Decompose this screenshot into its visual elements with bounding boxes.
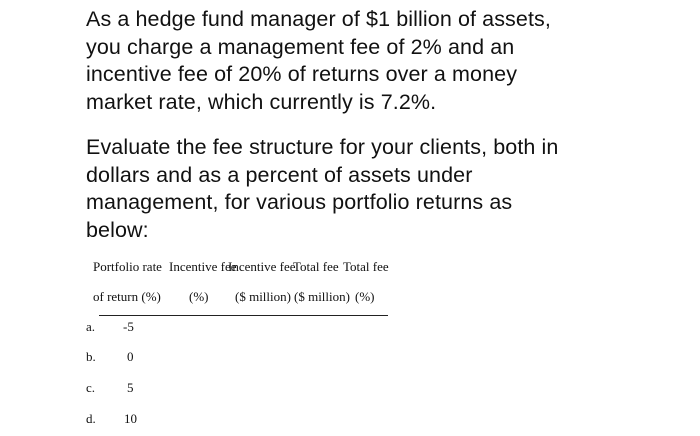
row-label-a: a. bbox=[86, 319, 96, 334]
row-return-a: -5 bbox=[123, 319, 134, 334]
header-portfolio-rate: Portfolio rate bbox=[93, 259, 162, 274]
row-return-d: 10 bbox=[124, 411, 137, 426]
header-total-fee-pct-unit: (%) bbox=[355, 289, 375, 304]
problem-paragraph-1 bbox=[86, 6, 686, 116]
paragraph-line: management, for various portfolio returns as bbox=[86, 190, 513, 214]
row-return-b: 0 bbox=[127, 349, 134, 364]
row-label-d: d. bbox=[86, 411, 96, 426]
header-incentive-fee-usd: Incentive fee bbox=[228, 259, 296, 274]
paragraph-line: dollars and as a percent of assets under bbox=[86, 162, 473, 187]
header-total-fee-pct: Total fee bbox=[343, 259, 389, 274]
paragraph-line: incentive fee of 20% of returns over a money bbox=[86, 62, 518, 86]
header-total-fee-usd: Total fee bbox=[293, 259, 339, 274]
paragraph-line: you charge a management fee of 2% and an bbox=[86, 34, 515, 59]
header-portfolio-rate-unit: of return (%) bbox=[93, 289, 161, 304]
header-total-fee-usd-unit: ($ million) bbox=[294, 289, 350, 304]
paragraph-line: below: bbox=[86, 217, 149, 242]
header-divider bbox=[99, 315, 388, 316]
header-incentive-fee-pct-unit: (%) bbox=[189, 289, 209, 304]
header-incentive-fee-usd-unit: ($ million) bbox=[235, 289, 291, 304]
row-return-c: 5 bbox=[127, 380, 134, 395]
row-label-b: b. bbox=[86, 349, 96, 364]
paragraph-line: Evaluate the fee structure for your clients, both in bbox=[86, 135, 559, 159]
paragraph-line: As a hedge fund manager of $1 billion of assets, bbox=[86, 7, 551, 31]
problem-paragraph-2 bbox=[86, 134, 686, 244]
row-label-c: c. bbox=[86, 380, 96, 395]
paragraph-line: market rate, which currently is 7.2%. bbox=[86, 89, 437, 114]
header-incentive-fee-pct: Incentive fee bbox=[169, 259, 237, 274]
